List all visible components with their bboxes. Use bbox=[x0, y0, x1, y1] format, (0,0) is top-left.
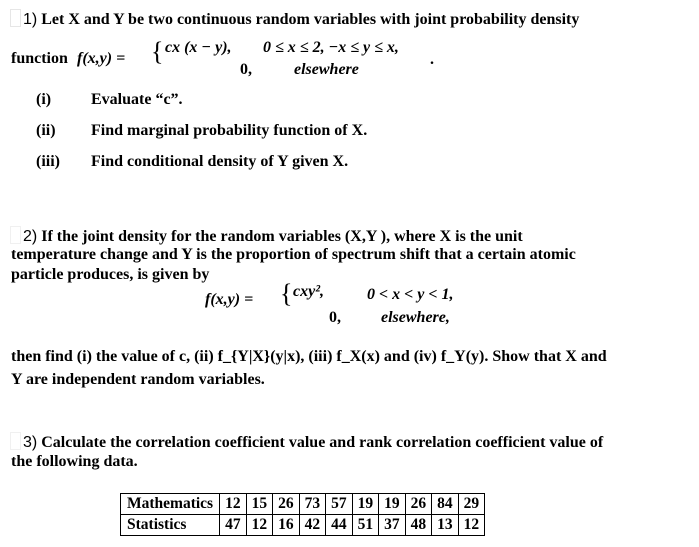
row-label: Mathematics bbox=[121, 494, 220, 515]
q1-case1-expr: cx (x − y), bbox=[165, 39, 232, 56]
table-row bbox=[121, 515, 485, 536]
q1-brace: { bbox=[151, 37, 164, 66]
q3-line2: the following data. bbox=[11, 453, 138, 470]
q3-line1-text: Calculate the correlation coefficient value and rank correlation coefficient value of bbox=[41, 434, 604, 451]
q1-line1-text: Let X and Y be two continuous random variables with joint probability density bbox=[41, 11, 580, 28]
table-cell: 37 bbox=[379, 515, 406, 536]
q1-item-roman: (ii) bbox=[36, 122, 56, 139]
q2-function-def bbox=[205, 279, 495, 331]
q1-item-ii bbox=[36, 122, 56, 140]
table-cell: 12 bbox=[246, 515, 273, 536]
q1-item-i bbox=[36, 91, 51, 109]
table-cell: 42 bbox=[299, 515, 326, 536]
q1-item-iii bbox=[36, 153, 60, 171]
q2-line1 bbox=[10, 226, 678, 246]
q1-item-ii-text: Find marginal probability function of X. bbox=[91, 122, 368, 139]
q2-number: 2) bbox=[23, 228, 38, 245]
q3-marker bbox=[10, 432, 21, 450]
table-cell: 13 bbox=[432, 515, 459, 536]
table-cell: 29 bbox=[458, 494, 485, 515]
q2-line3: particle produces, is given by bbox=[11, 266, 210, 283]
q2-case2-cond: elsewhere, bbox=[381, 309, 450, 326]
table-cell: 57 bbox=[326, 494, 353, 515]
q1-line1 bbox=[10, 9, 678, 29]
table-cell: 51 bbox=[352, 515, 379, 536]
q2-line4: then find (i) the value of c, (ii) f_{Y|X}(y|x), (iii) f_X(x) and (iv) f_Y(y). Show that X and bbox=[11, 348, 607, 365]
table-cell: 19 bbox=[379, 494, 406, 515]
q1-case2-cond: elsewhere bbox=[294, 61, 359, 78]
q2-marker bbox=[10, 226, 21, 244]
q1-case1-cond: 0 ≤ x ≤ 2, −x ≤ y ≤ x, bbox=[263, 39, 399, 56]
q1-item-iii-text: Find conditional density of Y given X. bbox=[91, 153, 349, 170]
q2-line5: Y are independent random variables. bbox=[11, 371, 265, 388]
q2-func-symbol: f(x,y) = bbox=[205, 291, 254, 308]
table-cell: 48 bbox=[405, 515, 432, 536]
table-cell: 44 bbox=[326, 515, 353, 536]
row-label: Statistics bbox=[121, 515, 220, 536]
table-cell: 47 bbox=[220, 515, 247, 536]
q1-marker bbox=[10, 9, 21, 27]
q3-number: 3) bbox=[23, 434, 38, 451]
table-cell: 73 bbox=[299, 494, 326, 515]
q2-case1-cond: 0 < x < y < 1, bbox=[367, 286, 454, 303]
q1-func-label: function bbox=[11, 50, 68, 67]
table-cell: 16 bbox=[273, 515, 300, 536]
table-cell: 84 bbox=[432, 494, 459, 515]
q1-item-roman: (i) bbox=[36, 91, 52, 108]
q2-case1-expr: cxy², bbox=[293, 283, 324, 300]
table-row bbox=[121, 494, 485, 515]
table-cell: 26 bbox=[273, 494, 300, 515]
table-cell: 26 bbox=[405, 494, 432, 515]
q2-line2: temperature change and Y is the proportion of spectrum shift that a certain atomic bbox=[11, 246, 576, 263]
q3-line1 bbox=[10, 432, 603, 452]
q1-function-def bbox=[11, 35, 451, 85]
q1-case2-expr: 0, bbox=[240, 61, 252, 78]
q1-number: 1) bbox=[23, 11, 38, 28]
q2-case2-expr: 0, bbox=[329, 309, 341, 326]
table-cell: 19 bbox=[352, 494, 379, 515]
q1-end-dot: . bbox=[430, 51, 434, 68]
q1-item-roman: (iii) bbox=[36, 153, 60, 170]
q2-line1-text: If the joint density for the random variables (X,Y ), where X is the unit bbox=[41, 228, 523, 245]
q2-brace: { bbox=[280, 279, 293, 308]
data-table bbox=[120, 493, 485, 536]
table-cell: 12 bbox=[458, 515, 485, 536]
q1-item-i-text: Evaluate “c”. bbox=[91, 91, 183, 108]
table-cell: 15 bbox=[246, 494, 273, 515]
q1-func-symbol: f(x,y) = bbox=[77, 50, 126, 67]
table-cell: 12 bbox=[220, 494, 247, 515]
